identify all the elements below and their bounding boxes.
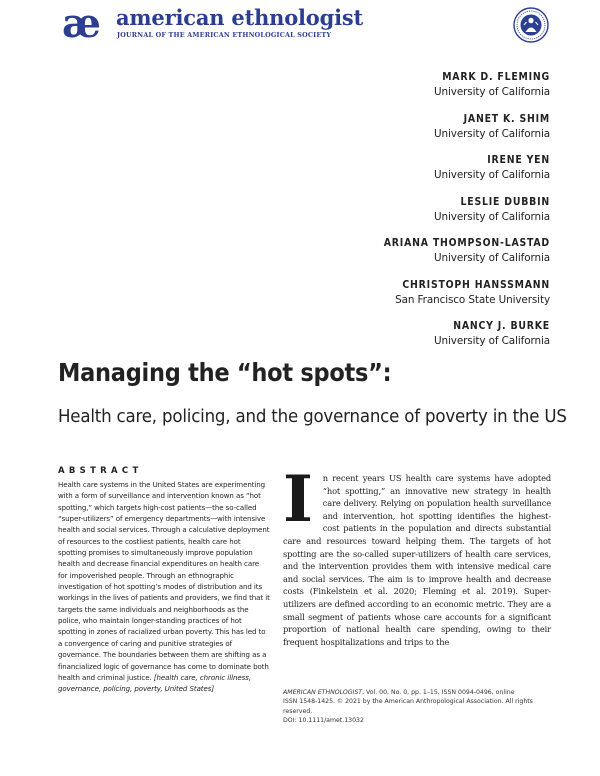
author-name: ARIANA THOMPSON-LASTAD (383, 237, 550, 249)
drop-cap: I (283, 462, 313, 537)
author-affiliation: University of California (434, 86, 550, 98)
author-affiliation: University of California (434, 210, 550, 223)
author-name: LESLIE DUBBIN (460, 195, 550, 208)
author-affiliation: University of California (434, 169, 550, 181)
article-title: Managing the “hot spots”: (58, 358, 392, 387)
author-affiliation: University of California (434, 252, 550, 264)
author-name: NANCY J. BURKE (453, 320, 550, 332)
author-entry (384, 70, 550, 112)
author-name: MARK D. FLEMING (442, 71, 550, 83)
footer-journal-name: AMERICAN ETHNOLOGIST (283, 689, 363, 696)
journal-logo-mark: æ (62, 0, 99, 47)
abstract-heading: ABSTRACT (58, 466, 143, 476)
author-affiliation: University of California (434, 335, 550, 347)
author-entry (384, 153, 550, 195)
citation-footer (283, 688, 558, 725)
body-paragraph: n recent years US health care systems have adopted “hot spotting,” an innovative new strategy in health care delivery. Relying on population health surveillance and intervention, hot spotting identifies the highest-cost patients in the population and directs substantial care and resources toward helping them. The targets of hot spotting are the so-called super-utilizers of health care services, and the intervention provides them with intensive medical care and social services. The aim is to improve health and decrease costs (Finkelstein et al. 2020; Fleming et al. 2019). Super-utilizers are defined according to an economic metric. They are a small segment of patients whose care accounts for a significant proportion of national health care spending, owing to their frequent hospitalizations and trips to the (283, 473, 551, 647)
author-entry (384, 112, 550, 154)
abstract-body (58, 479, 270, 695)
author-entry (384, 195, 550, 237)
author-name: IRENE YEN (487, 154, 550, 166)
journal-subtitle: JOURNAL OF THE AMERICAN ETHNOLOGICAL SOCIETY (117, 31, 332, 39)
article-subtitle: Health care, policing, and the governance of poverty in the US (58, 407, 567, 427)
journal-title: american ethnologist (116, 5, 363, 30)
author-affiliation: San Francisco State University (395, 293, 550, 306)
author-entry (384, 236, 550, 278)
society-seal-icon (513, 7, 549, 43)
abstract-text: Health care systems in the United States are experimenting with a form of surveillance and intervention known as “hot spotting,” which targets high-cost patients—the so-called “super-utilizers” of emergency departments—with intensive health and social services. Through a calculative deployment of resources to the costliest patients, health care hot spotting promises to simultaneously improve population health and decrease financial expenditures on health care for impoverished people. Through an ethnographic investigation of hot spotting’s modes of distribution and its workings in the lives of patients and providers, we find that it targets the same individuals and neighborhoods as the police, who maintain longer-standing practices of hot spotting in zones of racialized urban poverty. This has led to a convergence of caring and punitive strategies of governance. The boundaries between them are shifting as a financialized logic of governance has come to dominate both health and criminal justice. (58, 480, 270, 682)
footer-doi: DOI: 10.1111/amet.13032 (283, 716, 364, 724)
author-name: CHRISTOPH HANSSMANN (402, 278, 550, 291)
abstract-keywords: [health care, chronic illness, governance, policing, poverty, United States] (58, 672, 251, 694)
citation-line (283, 688, 558, 697)
author-name: JANET K. SHIM (463, 112, 550, 125)
article-body-column (283, 462, 551, 648)
author-list (384, 70, 550, 361)
author-affiliation: University of California (434, 127, 550, 140)
footer-citation: , Vol. 00, No. 0, pp. 1–15, ISSN 0094-0496, online (362, 689, 515, 696)
author-entry (384, 319, 550, 361)
author-entry (384, 278, 550, 320)
footer-issn: ISSN 1548-1425. © 2021 by the American Anthropological Association. All rights reserved. (283, 698, 533, 715)
